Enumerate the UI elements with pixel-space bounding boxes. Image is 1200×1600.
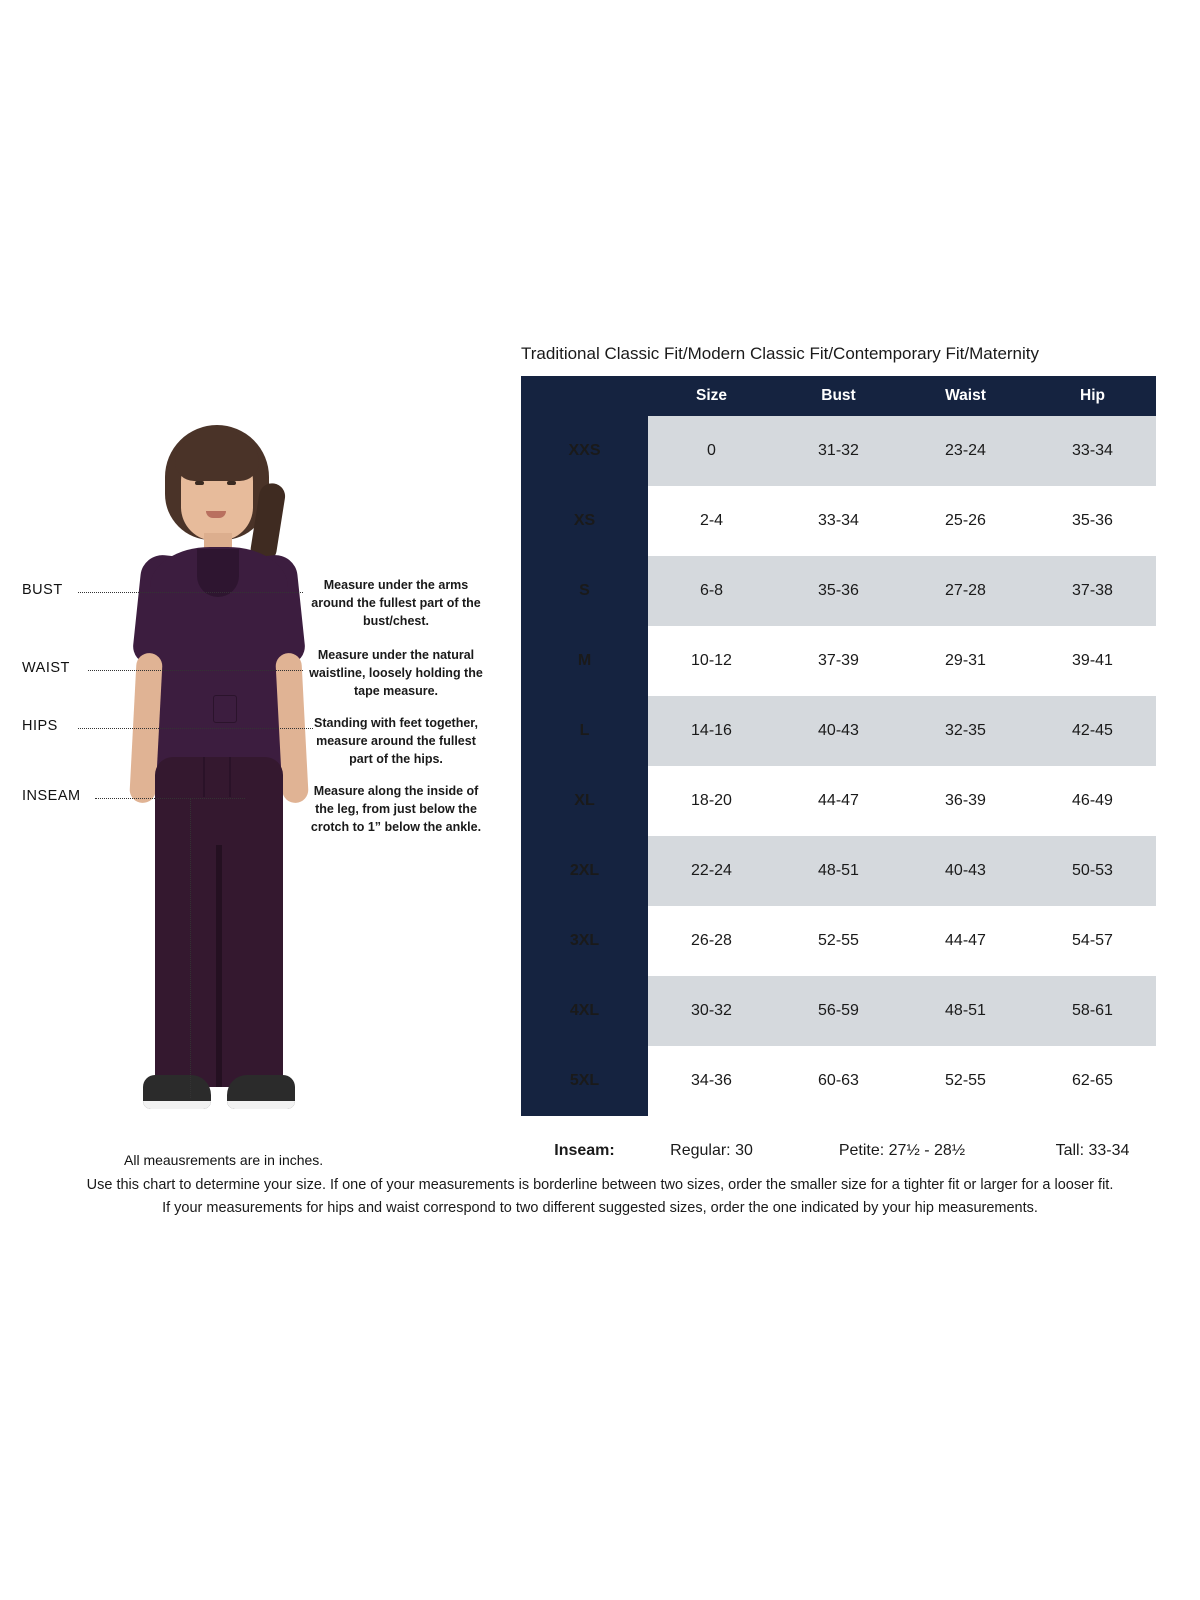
cell-bust: 48-51: [775, 836, 902, 906]
cell-waist: 23-24: [902, 416, 1029, 486]
measure-line-inseam-vertical: [190, 798, 191, 1098]
cell-bust: 56-59: [775, 976, 902, 1046]
inseam-tall: Tall: 33-34: [1029, 1116, 1156, 1186]
cell-hip: 42-45: [1029, 696, 1156, 766]
cell-bust: 33-34: [775, 486, 902, 556]
cell-bust: 60-63: [775, 1046, 902, 1116]
model-pocket: [213, 695, 237, 723]
cell-size: 2-4: [648, 486, 775, 556]
measure-label-hips: HIPS: [22, 718, 58, 734]
cell-waist: 36-39: [902, 766, 1029, 836]
measure-label-waist: WAIST: [22, 660, 70, 676]
header-cell-waist: Waist: [902, 376, 1029, 416]
cell-waist: 44-47: [902, 906, 1029, 976]
cell-hip: 54-57: [1029, 906, 1156, 976]
cell-hip: 39-41: [1029, 626, 1156, 696]
cell-hip: 33-34: [1029, 416, 1156, 486]
row-label: XXS: [521, 416, 648, 486]
cell-waist: 29-31: [902, 626, 1029, 696]
table-row: [521, 416, 1156, 486]
cell-size: 34-36: [648, 1046, 775, 1116]
cell-bust: 44-47: [775, 766, 902, 836]
footer-line-2: If your measurements for hips and waist correspond to two different suggested sizes, order the one indicated by your hip measurements.: [162, 1200, 1038, 1217]
cell-bust: 31-32: [775, 416, 902, 486]
footer-line-1: Use this chart to determine your size. If one of your measurements is borderline between two sizes, order the smaller size for a tighter fit or larger for a looser fit.: [86, 1177, 1114, 1193]
model-hair-front: [175, 435, 259, 481]
measure-line-hips: [78, 728, 313, 729]
inseam-regular: Regular: 30: [648, 1116, 775, 1186]
model-shoe-sole-left: [143, 1101, 211, 1109]
table-row: [521, 696, 1156, 766]
model-eye-left: [195, 481, 204, 485]
row-label: M: [521, 626, 648, 696]
cell-waist: 27-28: [902, 556, 1029, 626]
measure-line-bust: [78, 592, 303, 593]
cell-hip: 37-38: [1029, 556, 1156, 626]
cell-hip: 35-36: [1029, 486, 1156, 556]
measure-label-inseam: INSEAM: [22, 788, 81, 804]
cell-waist: 40-43: [902, 836, 1029, 906]
row-label: XL: [521, 766, 648, 836]
row-label: 4XL: [521, 976, 648, 1046]
cell-bust: 52-55: [775, 906, 902, 976]
instruction-bust: Measure under the arms around the fullest part of the bust/chest.: [311, 578, 481, 629]
measure-line-waist: [88, 670, 303, 671]
table-header-row: [521, 376, 1156, 416]
footer-note: [0, 1174, 1200, 1220]
model-pant-gap: [216, 845, 222, 1087]
row-label: 5XL: [521, 1046, 648, 1116]
header-cell-hip: Hip: [1029, 376, 1156, 416]
table-row: [521, 1046, 1156, 1116]
model-shoe-sole-right: [227, 1101, 295, 1109]
cell-waist: 32-35: [902, 696, 1029, 766]
cell-size: 0: [648, 416, 775, 486]
header-cell-blank: [521, 376, 648, 416]
instruction-waist: Measure under the natural waistline, loosely holding the tape measure.: [309, 648, 483, 699]
measurement-diagram: [0, 330, 520, 1200]
inseam-label: Inseam:: [521, 1116, 648, 1186]
cell-bust: 40-43: [775, 696, 902, 766]
cell-size: 10-12: [648, 626, 775, 696]
row-label: 2XL: [521, 836, 648, 906]
model-illustration: [105, 425, 335, 1145]
row-label: XS: [521, 486, 648, 556]
cell-size: 22-24: [648, 836, 775, 906]
table-row: [521, 766, 1156, 836]
table-row: [521, 626, 1156, 696]
cell-waist: 52-55: [902, 1046, 1029, 1116]
measure-line-inseam: [95, 798, 245, 799]
cell-waist: 25-26: [902, 486, 1029, 556]
model-drawstring: [203, 757, 231, 797]
inseam-petite: Petite: 27½ - 28½: [775, 1116, 1029, 1186]
table-row: [521, 556, 1156, 626]
cell-size: 6-8: [648, 556, 775, 626]
table-row: [521, 486, 1156, 556]
table-row: [521, 906, 1156, 976]
size-chart-title: Traditional Classic Fit/Modern Classic Fit/Contemporary Fit/Maternity: [521, 344, 1040, 363]
cell-size: 14-16: [648, 696, 775, 766]
cell-hip: 62-65: [1029, 1046, 1156, 1116]
cell-size: 30-32: [648, 976, 775, 1046]
cell-hip: 58-61: [1029, 976, 1156, 1046]
table-row: [521, 836, 1156, 906]
model-collar: [197, 549, 239, 597]
cell-waist: 48-51: [902, 976, 1029, 1046]
header-cell-size: Size: [648, 376, 775, 416]
size-chart-table: [521, 376, 1156, 1186]
instruction-hips: Standing with feet together, measure around the fullest part of the hips.: [314, 716, 478, 767]
header-cell-bust: Bust: [775, 376, 902, 416]
cell-size: 26-28: [648, 906, 775, 976]
measure-label-bust: BUST: [22, 582, 63, 598]
table-row: [521, 976, 1156, 1046]
row-label: S: [521, 556, 648, 626]
cell-hip: 50-53: [1029, 836, 1156, 906]
row-label: L: [521, 696, 648, 766]
instruction-inseam: Measure along the inside of the leg, from just below the crotch to 1” below the ankle.: [310, 784, 482, 835]
model-eye-right: [227, 481, 236, 485]
cell-size: 18-20: [648, 766, 775, 836]
cell-bust: 37-39: [775, 626, 902, 696]
cell-hip: 46-49: [1029, 766, 1156, 836]
units-note: All meausrements are in inches.: [124, 1152, 324, 1168]
size-chart: [521, 344, 1156, 1186]
cell-bust: 35-36: [775, 556, 902, 626]
row-label: 3XL: [521, 906, 648, 976]
